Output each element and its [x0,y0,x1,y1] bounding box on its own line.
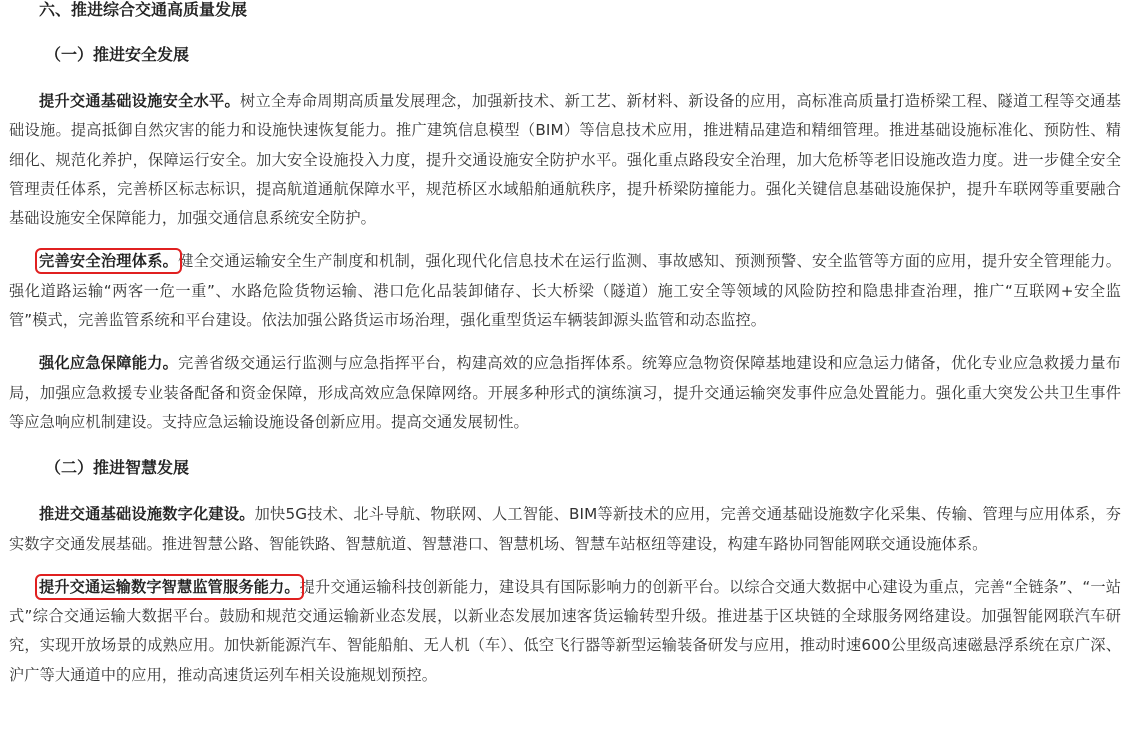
document-body [9,0,1121,704]
paragraph-infrastructure-safety [9,87,1121,233]
paragraph-text: 树立全寿命周期高质量发展理念，加强新技术、新工艺、新材料、新设备的应用，高标准高质量打造桥梁工程、隧道工程等交通基础设施。提高抵御自然灾害的能力和设施快速恢复能力。推广建筑信息模型（BIM）等信息技术应用，推进精品建造和精细管理。推进基础设施标准化、预防性、精细化、规范化养护，保障运行安全。加大安全设施投入力度，提升交通设施安全防护水平。强化重点路段安全治理，加大危桥等老旧设施改造力度。进一步健全安全管理责任体系，完善桥区标志标识，提高航道通航保障水平，规范桥区水域船舶通航秩序，提升桥梁防撞能力。强化关键信息基础设施保护，提升车联网等重要融合基础设施安全保障能力，加强交通信息系统安全防护。 [9,92,1121,228]
subsection-heading-smart: （二）推进智慧发展 [45,458,190,478]
highlighted-lead: 完善安全治理体系。 [39,252,179,271]
paragraph-text: 健全交通运输安全生产制度和机制，强化现代化信息技术在运行监测、事故感知、预测预警、安全监管等方面的应用，提升安全管理能力。强化道路运输“两客一危一重”、水路危险货物运输、港口危化品装卸储存、长大桥梁（隧道）施工安全等领域的风险防控和隐患排查治理，推广“互联网+安全监管”模式，完善监管系统和平台建设。依法加强公路货运市场治理，强化重型货运车辆装卸源头监管和动态监控。 [9,252,1121,330]
subsection-heading-safety: （一）推进安全发展 [45,45,190,64]
highlighted-lead: 提升交通运输数字智慧监管服务能力。 [39,577,300,596]
paragraph-lead: 推进交通基础设施数字化建设。 [39,505,255,524]
section-heading: 六、推进综合交通高质量发展 [39,0,248,19]
paragraph-safety-governance [9,247,1121,335]
paragraph-text: 完善省级交通运行监测与应急指挥平台，构建高效的应急指挥体系。统筹应急物资保障基地建设和应急运力储备，优化专业应急救援力量布局，加强应急救援专业装备配备和资金保障，形成高效应急保障网络。开展多种形式的演练演习，提升交通运输突发事件应急处置能力。强化重大突发公共卫生事件等应急响应机制建设。支持应急运输设施设备创新应用。提高交通发展韧性。 [9,354,1121,431]
paragraph-emergency-capability [9,349,1121,437]
paragraph-text: 加快5G技术、北斗导航、物联网、人工智能、BIM等新技术的应用，完善交通基础设施数字化采集、传输、管理与应用体系，夯实数字交通发展基础。推进智慧公路、智能铁路、智慧航道、智慧港口、智慧机场、智慧车站枢纽等建设，构建车路协同智能网联交通设施体系。 [9,505,1122,553]
paragraph-lead: 强化应急保障能力。 [39,354,179,373]
paragraph-digital-infrastructure [9,500,1121,559]
paragraph-lead: 提升交通基础设施安全水平。 [39,92,240,110]
paragraph-smart-supervision [9,573,1121,690]
paragraph-text: 提升交通运输科技创新能力，建设具有国际影响力的创新平台。以综合交通大数据中心建设为重点，完善“全链条”、“一站式”综合交通运输大数据平台。鼓励和规范交通运输新业态发展，以新业态发展加速客货运输转型升级。推进基于区块链的全球服务网络建设。加强智能网联汽车研究，实现开放场景的成熟应用。加快新能源汽车、智能船舶、无人机（车）、低空飞行器等新型运输装备研发与应用，推动时速600公里级高速磁悬浮系统在京广深、沪广等大通道中的应用，推动高速货运列车相关设施规划预控。 [9,577,1121,684]
